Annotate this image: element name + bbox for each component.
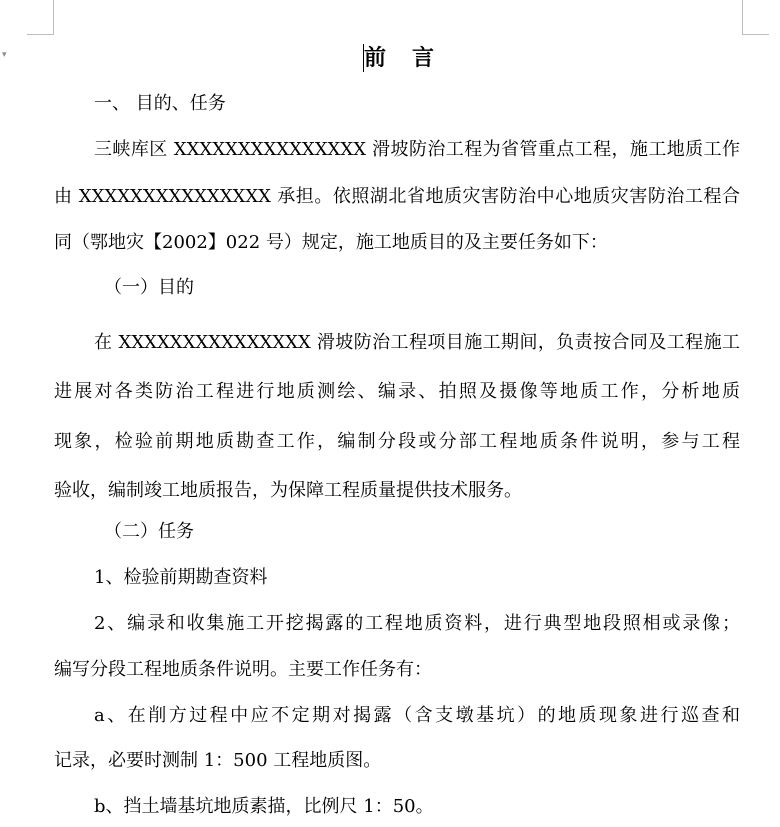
paragraph-line: 三峡库区 XXXXXXXXXXXXXXX 滑坡防治工程为省管重点工程，施工地质工作 (94, 139, 740, 160)
page-corner-mark-top-right (742, 0, 769, 35)
list-item: 1、检验前期勘查资料 (94, 567, 268, 588)
list-item: b、挡土墙基坑地质素描，比例尺 1：50。 (94, 796, 434, 817)
heading-purpose-tasks: 一、 目的、任务 (94, 93, 226, 114)
list-item: 2、编录和收集施工开挖揭露的工程地质资料，进行典型地段照相或录像； (94, 613, 740, 634)
paragraph-line: 验收，编制竣工地质报告，为保障工程质量提供技术服务。 (54, 480, 522, 501)
heading-tasks: （二）任务 (104, 521, 194, 542)
list-item: a、在削方过程中应不定期对揭露（含支墩基坑）的地质现象进行巡查和 (94, 705, 740, 726)
paragraph-line: 在 XXXXXXXXXXXXXXX 滑坡防治工程项目施工期间，负责按合同及工程施工 (94, 332, 740, 353)
text-cursor (363, 44, 364, 72)
paragraph-line: 同（鄂地灾【2002】022 号）规定，施工地质目的及主要任务如下： (54, 232, 608, 253)
paragraph-line: 进展对各类防治工程进行地质测绘、编录、拍照及摄像等地质工作，分析地质 (54, 381, 740, 402)
paragraph-line: 记录，必要时测制 1：500 工程地质图。 (54, 750, 382, 771)
paragraph-line: 由 XXXXXXXXXXXXXXX 承担。依照湖北省地质灾害防治中心地质灾害防治工程合 (54, 186, 740, 207)
page-corner-mark-top-left (27, 0, 54, 35)
heading-purpose: （一）目的 (104, 277, 194, 298)
document-title: 前言 (364, 45, 461, 71)
margin-marker-icon: ▾ (2, 50, 7, 60)
paragraph-line: 编写分段工程地质条件说明。主要工作任务有： (54, 659, 432, 680)
paragraph-line: 现象，检验前期地质勘查工作，编制分段或分部工程地质条件说明，参与工程 (54, 431, 740, 452)
